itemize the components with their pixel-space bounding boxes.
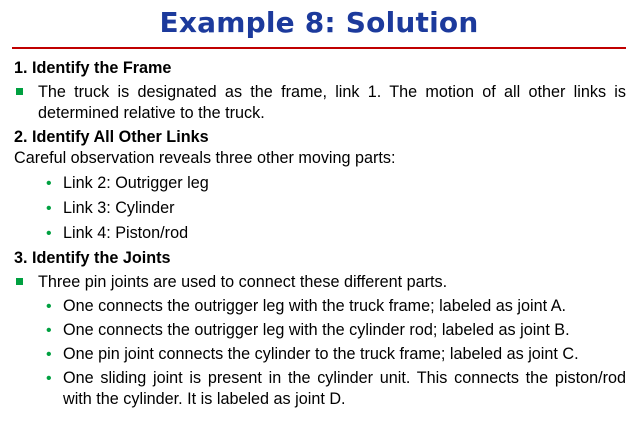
dot-bullet-icon: • [46, 298, 52, 315]
section-3-bullet [14, 272, 626, 293]
dot-bullet-icon: • [46, 322, 52, 339]
section-1-bullet [14, 82, 626, 124]
square-bullet-icon [16, 278, 23, 285]
dot-bullet-icon: • [46, 175, 52, 192]
section-3-heading: 3. Identify the Joints [14, 249, 171, 267]
link-list-item-text: Link 4: Piston/rod [63, 224, 189, 242]
section-3-bullet-text: Three pin joints are used to connect these different parts. [38, 273, 448, 291]
dot-bullet-icon: • [46, 370, 52, 387]
link-list-item [14, 223, 626, 244]
slide-title: Example 8: Solution [159, 6, 479, 39]
dot-bullet-icon: • [46, 346, 52, 363]
link-list-item-text: Link 3: Cylinder [63, 199, 175, 217]
section-1-heading: 1. Identify the Frame [14, 59, 172, 77]
link-list-item [14, 173, 626, 194]
joint-list-item-text: One connects the outrigger leg with the cylinder rod; labeled as joint B. [63, 321, 570, 339]
dot-bullet-icon: • [46, 200, 52, 217]
dot-bullet-icon: • [46, 225, 52, 242]
slide-content [14, 58, 626, 413]
joint-list-item [14, 368, 626, 410]
section-2-heading: 2. Identify All Other Links [14, 128, 209, 146]
link-list-item [14, 198, 626, 219]
joint-list-item-text: One sliding joint is present in the cylinder unit. This connects the piston/rod with the cylinder. It is labeled as joint D. [63, 369, 626, 408]
title-divider [12, 47, 626, 49]
link-list-item-text: Link 2: Outrigger leg [63, 174, 209, 192]
section-1-bullet-text: The truck is designated as the frame, link 1. The motion of all other links is determined relative to the truck. [38, 83, 626, 122]
joint-list-item [14, 344, 626, 365]
joint-list-item-text: One pin joint connects the cylinder to the truck frame; labeled as joint C. [63, 345, 579, 363]
joint-list-item [14, 320, 626, 341]
joint-list-item-text: One connects the outrigger leg with the truck frame; labeled as joint A. [63, 297, 566, 315]
square-bullet-icon [16, 88, 23, 95]
joint-list-item [14, 296, 626, 317]
section-2-intro: Careful observation reveals three other moving parts: [14, 149, 396, 167]
